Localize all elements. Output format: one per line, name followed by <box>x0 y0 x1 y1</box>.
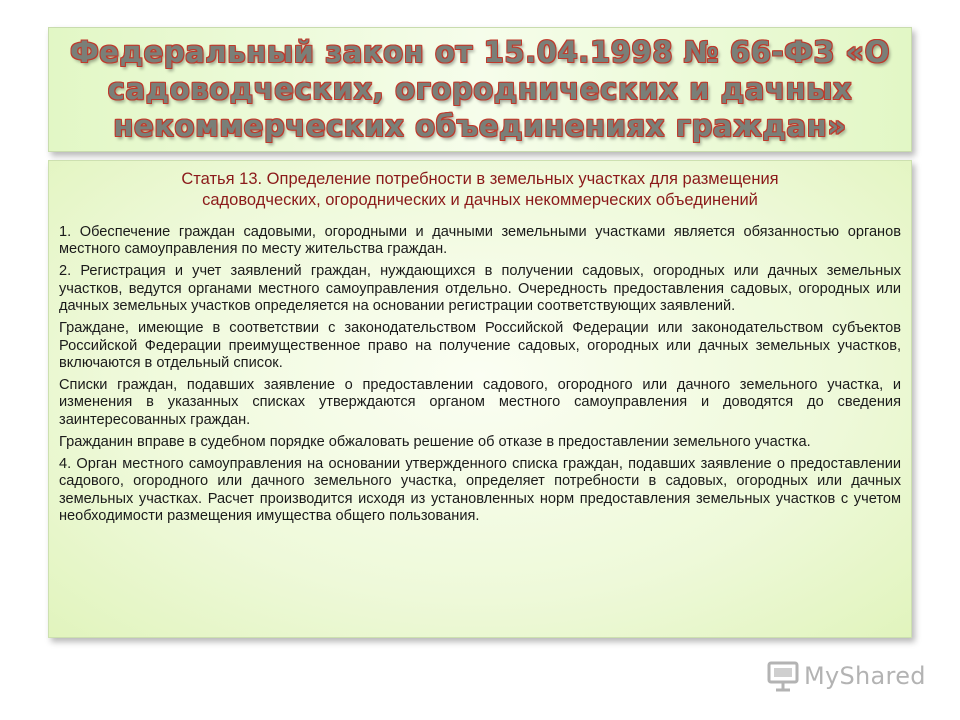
title-line-2: садоводческих, огороднических и дачных <box>107 72 853 106</box>
watermark-logo <box>766 656 926 696</box>
article-heading <box>59 169 901 211</box>
presentation-board-icon <box>766 659 800 693</box>
paragraph-4: Списки граждан, подавших заявление о предоставлении садового, огородного или дачного земельного участка, и изменения в указанных списках утверждаются органом местного самоуправления и доводятся до сведения заинтересованных граждан. <box>59 377 901 428</box>
paragraph-6: 4. Орган местного самоуправления на основании утвержденного списка граждан, подавших заявление о предоставлении садового, огородного или дачного земельного участка, определяет потребности в садовых, огородных или дачных земельных участках. Расчет производится исходя из установленных норм предоставления земельных участков с учетом необходимости размещения имущества общего пользования. <box>59 455 901 525</box>
title-line-3: некоммерческих объединениях граждан» <box>113 109 847 143</box>
article-heading-line-2: садоводческих, огороднических и дачных некоммерческих объединений <box>202 191 758 209</box>
title-line-1: Федеральный закон от 15.04.1998 № 66-ФЗ «О <box>69 35 891 69</box>
paragraph-5: Гражданин вправе в судебном порядке обжаловать решение об отказе в предоставлении земельного участка. <box>59 433 811 450</box>
paragraph-1: 1. Обеспечение граждан садовыми, огородными и дачными земельными участками является обязанностью органов местного самоуправления по месту жительства граждан. <box>59 224 901 258</box>
watermark-text: MyShared <box>804 662 926 690</box>
paragraph-3: Граждане, имеющие в соответствии с законодательством Российской Федерации или законодательством субъектов Российской Федерации преимущественное право на получение садовых, огородных или дачных земельных участков, включаются в отдельный список. <box>59 320 901 372</box>
title-banner <box>48 27 912 152</box>
article-panel <box>48 160 912 638</box>
paragraph-2: 2. Регистрация и учет заявлений граждан, нуждающихся в получении садовых, огородных или дачных земельных участков, ведутся органами местного самоуправления отдельно. Очередность предоставления садовых, огородных или дачных земельных участков определяется на основании регистрации соответствующих заявлений. <box>59 263 901 315</box>
article-heading-line-1: Статья 13. Определение потребности в земельных участках для размещения <box>181 170 779 188</box>
